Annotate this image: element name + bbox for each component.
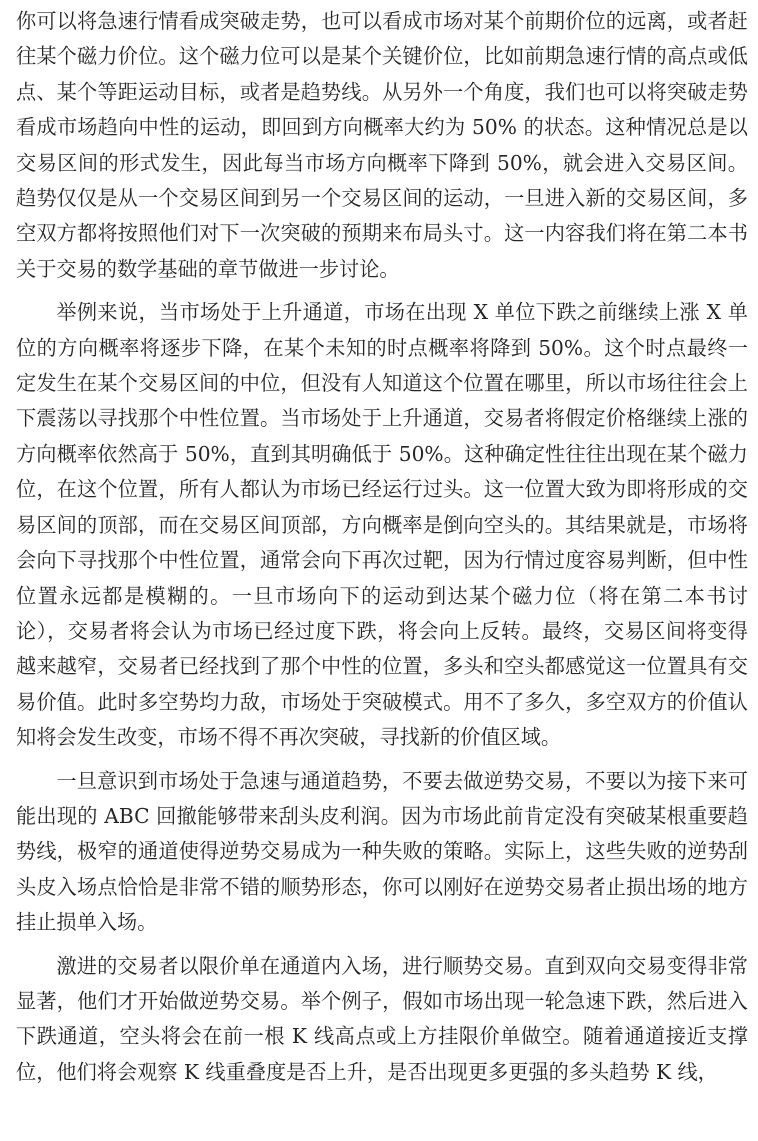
paragraph-breakout-concept: 你可以将急速行情看成突破走势，也可以看成市场对某个前期价位的远离，或者赶往某个磁力价位。这个磁力位可以是某个关键价位，比如前期急速行情的高点或低点、某个等距运动目标，或者是趋势线。从另外一个角度，我们也可以将突破走势看成市场趋向中性的运动，即回到方向概率大约为 50% 的状态。这种情况总是以交易区间的形式发生，因此每当市场方向概率下降到 50%，就会进入交易区间。趋势仅仅是从一个交易区间到另一个交易区间的运动，一旦进入新的交易区间，多空双方都将按照他们对下一次突破的预期来布局头寸。这一内容我们将在第二本书关于交易的数学基础的章节做进一步讨论。 — [16, 9, 748, 281]
paragraph-rising-channel-example: 举例来说，当市场处于上升通道，市场在出现 X 单位下跌之前继续上涨 X 单位的方向概率将逐步下降，在某个未知的时点概率将降到 50%。这个时点最终一定发生在某个交易区间的中位，但没有人知道这个位置在哪里，所以市场往往会上下震荡以寻找那个中性位置。当市场处于上升通道，交易者将假定价格继续上涨的方向概率依然高于 50%，直到其明确低于 50%。这种确定性往往出现在某个磁力位，在这个位置，所有人都认为市场已经运行过头。这一位置大致为即将形成的交易区间的顶部，而在交易区间顶部，方向概率是倒向空头的。其结果就是，市场将会向下寻找那个中性位置，通常会向下再次过靶，因为行情过度容易判断，但中性位置永远都是模糊的。一旦市场向下的运动到达某个磁力位（将在第二本书讨论），交易者将会认为市场已经过度下跌，将会向上反转。最终，交易区间将变得越来越窄，交易者已经找到了那个中性的位置，多头和空头都感觉这一位置具有交易价值。此时多空势均力敌，市场处于突破模式。用不了多久，多空双方的价值认知将会发生改变，市场不得不再次突破，寻找新的价值区域。 — [16, 300, 748, 750]
paragraph-no-countertrend-trading: 一旦意识到市场处于急速与通道趋势，不要去做逆势交易，不要以为接下来可能出现的 ABC 回撤能够带来刮头皮利润。因为市场此前肯定没有突破某根重要趋势线，极窄的通道使得逆势交易成为一种失败的策略。实际上，这些失败的逆势刮头皮入场点恰恰是非常不错的顺势形态，你可以刚好在逆势交易者止损出场的地方挂止损单入场。 — [16, 768, 748, 935]
paragraph-aggressive-traders: 激进的交易者以限价单在通道内入场，进行顺势交易。直到双向交易变得非常显著，他们才开始做逆势交易。举个例子，假如市场出现一轮急速下跌，然后进入下跌通道，空头将会在前一根 K 线高点或上方挂限价单做空。随着通道接近支撑位，他们将会观察 K 线重叠度是否上升，是否出现更多更强的多头趋势 K 线， — [16, 953, 748, 1084]
